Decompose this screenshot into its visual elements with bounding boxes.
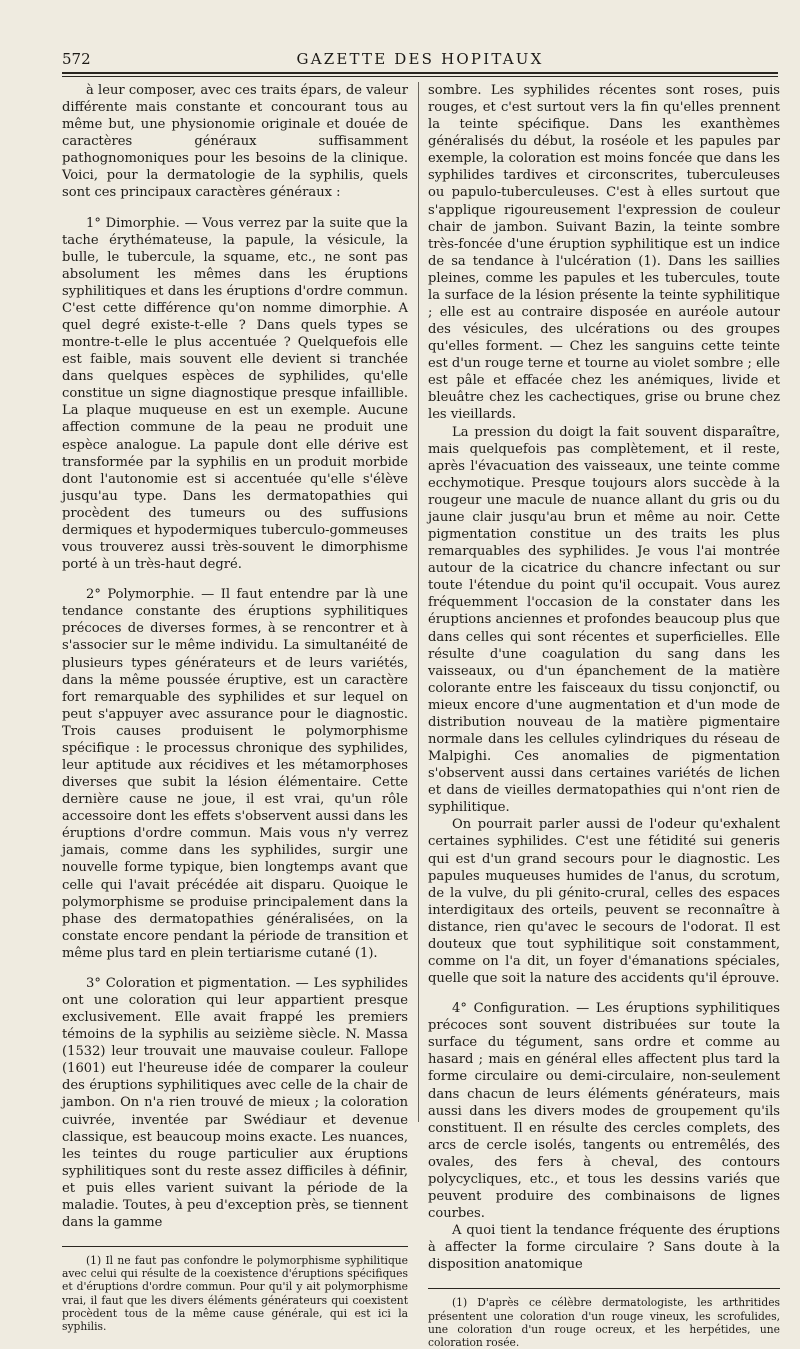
footnote-rule: [428, 1288, 780, 1289]
paragraph-dimorphie: 1° Dimorphie. — Vous verrez par la suite que la tache érythémateuse, la papule, la vésicule, la bulle, le tubercule, la squame, etc., ne sont pas absolument les mêmes dans les éruptions syphilitiques et dans les éruptions d'ordre commun. C'est cette différence qu'on nomme dimorphie. A quel degré existe-t-elle ? Dans quels types se montre-t-elle le plus accentuée ? Quelquefois elle est faible, mais souvent elle devient si tranchée dans quelques espèces de syphilides, qu'elle constitue un signe diagnostique presque infaillible. La plaque muqueuse en est un exemple. Aucune affection commune de la peau ne produit une espèce analogue. La papule dont elle dérive est transformée par la syphilis en un produit morbide dont l'autonomie est si accentuée qu'elle s'élève jusqu'au type. Dans les dermatopathies qui procèdent des tumeurs ou des suffusions dermiques et hypodermiques tuberculo-gommeuses vous trouverez aussi très-souvent le dimorphisme porté à un très-haut degré.: [62, 215, 408, 573]
page-header: [62, 44, 778, 68]
page-number: 572: [62, 50, 91, 68]
footnote-rule: [62, 1246, 408, 1247]
header-rule-thick: [62, 72, 778, 74]
column-divider: [418, 82, 419, 1122]
paragraph-pigmentation: La pression du doigt la fait souvent disparaître, mais quelquefois pas complètement, et il reste, après l'évacuation des vaisseaux, une teinte comme ecchymotique. Presque toujours alors succède à la rougeur une macule de nuance allant du gris ou du jaune clair jusqu'au brun et même au noir. Cette pigmentation constitue un des traits les plus remarquables des syphilides. Je vous l'ai montrée autour de la cicatrice du chancre infectant ou sur toute l'étendue du point qu'il occupait. Vous aurez fréquemment l'occasion de la constater dans les éruptions anciennes et profondes beaucoup plus que dans celles qui sont récentes et superficielles. Elle résulte d'une coagulation du sang dans les vaisseaux, ou d'un épanchement de la matière colorante entre les faisceaux du tissu conjonctif, ou mieux encore d'une augmentation et d'un mode de distribution nouveau de la matière pigmentaire normale dans les cellules cylindriques du réseau de Malpighi. Ces anomalies de pigmentation s'observent aussi dans certaines variétés de lichen et dans de vieilles dermatopathies qui n'ont rien de syphilitique.: [428, 424, 780, 816]
right-column: [428, 82, 780, 1349]
running-title: GAZETTE DES HOPITAUX: [296, 50, 544, 68]
paragraph: sombre. Les syphilides récentes sont roses, puis rouges, et c'est surtout vers la fin qu'elles prennent la teinte spécifique. Dans les exanthèmes généralisés du début, la roséole et les papules par exemple, la coloration est moins foncée que dans les syphilides tardives et circonscrites, tuberculeuses ou papulo-tuberculeuses. C'est à elles surtout que s'applique rigoureusement l'expression de couleur chair de jambon. Suivant Bazin, la teinte sombre très-foncée d'une éruption syphilitique est un indice de sa tendance à l'ulcération (1). Dans les saillies pleines, comme les papules et les tubercules, toute la surface de la lésion présente la teinte syphilitique ; elle est au contraire disposée en auréole autour des vésicules, des ulcérations ou des groupes qu'elles forment. — Chez les sanguins cette teinte est d'un rouge terne et tourne au violet sombre ; elle est pâle et effacée chez les anémiques, livide et bleuâtre chez les cachectiques, grise ou brune chez les vieillards.: [428, 83, 780, 423]
left-column: [62, 82, 408, 1333]
paragraph: A quoi tient la tendance fréquente des éruptions à affecter la forme circulaire ? Sans doute à la disposition anatomique: [428, 1223, 780, 1273]
footnote: (1) Il ne faut pas confondre le polymorphisme syphilitique avec celui qui résulte de la coexistence d'éruptions spécifiques et d'éruptions d'ordre commun. Pour qu'il y ait polymorphisme vrai, il faut que les divers éléments générateurs qui coexistent procèdent tous de la même cause générale, qui est ici la syphilis.: [62, 1254, 408, 1334]
paragraph: à leur composer, avec ces traits épars, de valeur différente mais constante et concourant tous au même but, une physionomie originale et douée de caractères généraux suffisamment pathognomoniques pour les besoins de la clinique. Voici, pour la dermatologie de la syphilis, quels sont ces principaux caractères généraux :: [62, 83, 408, 201]
header-rule-thin: [62, 76, 778, 77]
paragraph-polymorphie: 2° Polymorphie. — Il faut entendre par là une tendance constante des éruptions syphilitiques précoces de diverses formes, à se rencontrer et à s'associer sur le même individu. La simultanéité de plusieurs types générateurs et de leurs variétés, dans la même poussée éruptive, est un caractère fort remarquable des syphilides et sur lequel on peut s'appuyer avec assurance pour le diagnostic. Trois causes produisent le polymorphisme spécifique : le processus chronique des syphilides, leur aptitude aux récidives et les métamorphoses diverses que subit la lésion élémentaire. Cette dernière cause ne joue, il est vrai, qu'un rôle accessoire dont les effets s'observent aussi dans les éruptions d'ordre commun. Mais vous n'y verrez jamais, comme dans les syphilides, surgir une nouvelle forme typique, bien longtemps avant que celle qui l'avait précédée ait disparu. Quoique le polymorphisme se produise principalement dans la phase des dermatopathies généralisées, on la constate encore pendant la période de transition et même plus tard en plein tertiarisme cutané (1).: [62, 587, 408, 961]
footnote: (1) D'après ce célèbre dermatologiste, les arthritides présentent une coloration d'un rouge vineux, les scrofulides, une coloration d'un rouge ocreux, et les herpétides, une coloration rosée.: [428, 1296, 780, 1349]
paragraph-odeur: On pourrait parler aussi de l'odeur qu'exhalent certaines syphilides. C'est une fétidité sui generis qui est d'un grand secours pour le diagnostic. Les papules muqueuses humides de l'anus, du scrotum, de la vulve, du pli génito-crural, celles des espaces interdigitaux des orteils, peuvent se reconnaître à distance, rien qu'avec le secours de l'odorat. Il est douteux que tout syphilitique soit constamment, comme on l'a dit, un foyer d'émanations spéciales, quelle que soit la nature des accidents qu'il éprouve.: [428, 817, 780, 987]
paragraph-configuration: 4° Configuration. — Les éruptions syphilitiques précoces sont souvent distribuées sur toute la surface du tégument, sans ordre et comme au hasard ; mais en général elles affectent plus tard la forme circulaire ou demi-circulaire, non-seulement dans chacun de leurs éléments générateurs, mais aussi dans les divers modes de groupement qu'ils constituent. Il en résulte des cercles complets, des arcs de cercle isolés, tangents ou entremêlés, des ovales, des fers à cheval, des contours polycycliques, etc., et tous les dessins variés que peuvent produire des combinaisons de lignes courbes.: [428, 1001, 780, 1222]
paragraph-coloration: 3° Coloration et pigmentation. — Les syphilides ont une coloration qui leur appartient presque exclusivement. Elle avait frappé les premiers témoins de la syphilis au seizième siècle. N. Massa (1532) leur trouvait une mauvaise couleur. Fallope (1601) eut l'heureuse idée de comparer la couleur des éruptions syphilitiques avec celle de la chair de jambon. On n'a rien trouvé de mieux ; la coloration cuivrée, inventée par Swédiaur et devenue classique, est beaucoup moins exacte. Les nuances, les teintes du rouge particulier aux éruptions syphilitiques sont du reste assez difficiles à définir, et puis elles varient suivant la période de la maladie. Toutes, à peu d'exception près, se tiennent dans la gamme: [62, 975, 408, 1230]
